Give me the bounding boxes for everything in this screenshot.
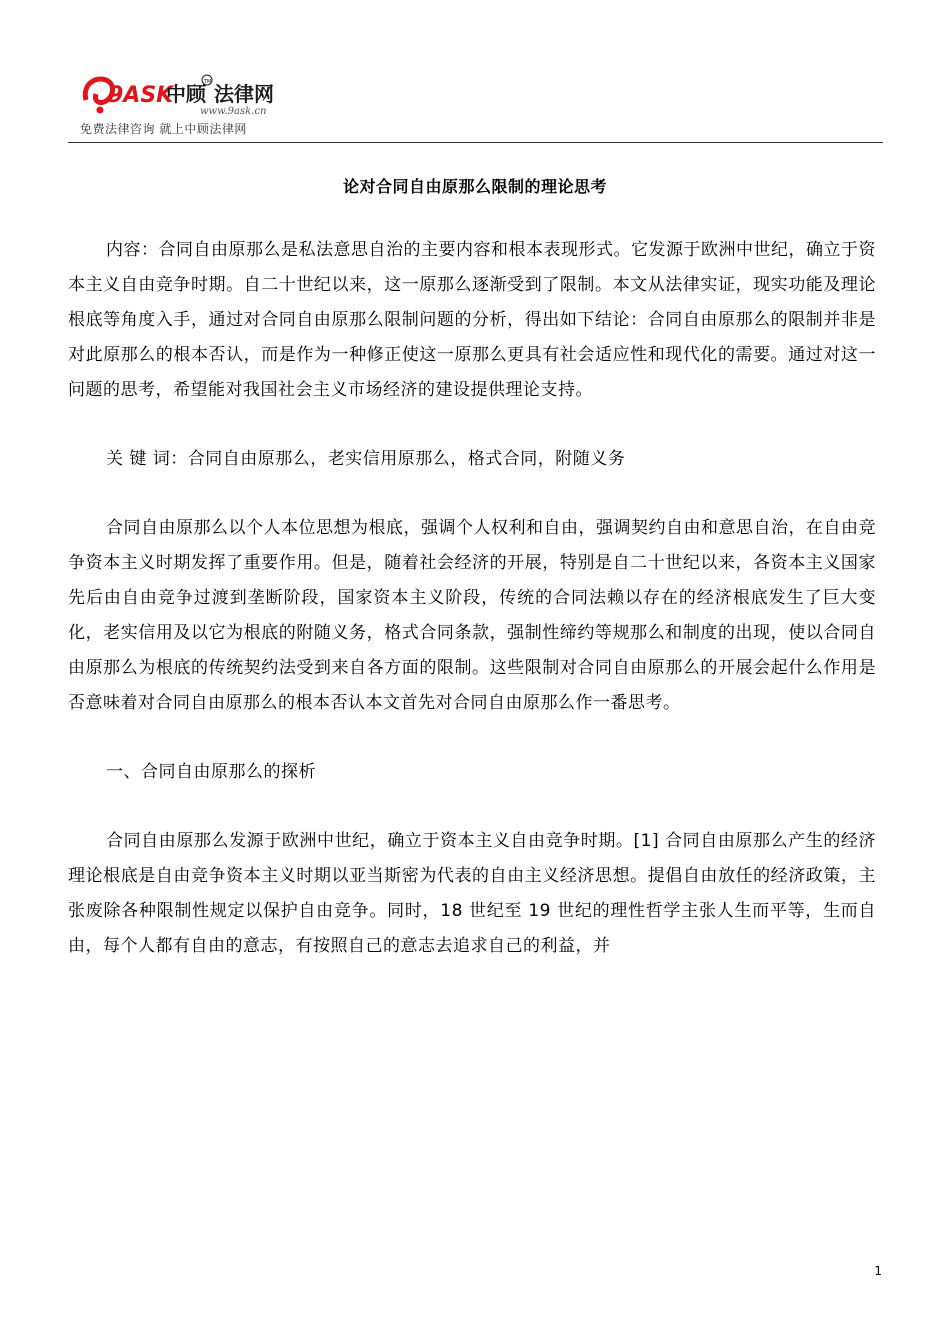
document-title: 论对合同自由原那么限制的理论思考: [342, 177, 607, 196]
page-header: [68, 70, 883, 145]
logo-tagline: 免费法律咨询 就上中顾法律网: [80, 122, 247, 136]
body-paragraph: 合同自由原那么发源于欧洲中世纪，确立于资本主义自由竞争时期。[1] 合同自由原那么产生的经济理论根底是自由竞争资本主义时期以亚当斯密为代表的自由主义经济思想。提倡自由放任的经济政策，主张废除各种限制性规定以保护自由竞争。同时，18 世纪至 19 世纪的理性哲学主张人生而平等，生而自由，每个人都有自由的意志，有按照自己的意志去追求自己的利益，并: [68, 831, 876, 956]
logo-brand: 9ASK: [108, 83, 174, 108]
header-divider: [68, 142, 883, 143]
logo-url: www.9ask.cn: [200, 106, 267, 117]
logo-law: 法律网: [214, 82, 274, 106]
section-heading: 一、合同自由原那么的探析: [106, 762, 316, 782]
logo-cn: 中顾: [166, 82, 206, 106]
intro-paragraph: 合同自由原那么以个人本位思想为根底，强调个人权利和自由，强调契约自由和意思自治，在自由竞争资本主义时期发挥了重要作用。但是，随着社会经济的开展，特别是自二十世纪以来，各资本主义国家先后由自由竞争过渡到垄断阶段，国家资本主义阶段，传统的合同法赖以存在的经济根底发生了巨大变化，老实信用及以它为根底的附随义务，格式合同条款，强制性缔约等规那么和制度的出现，使以合同自由原那么为根底的传统契约法受到来自各方面的限制。这些限制对合同自由原那么的开展会起什么作用是否意味着对合同自由原那么的根本否认本文首先对合同自由原那么作一番思考。: [68, 518, 876, 713]
document-body: [68, 233, 876, 998]
abstract-paragraph: 内容：合同自由原那么是私法意思自治的主要内容和根本表现形式。它发源于欧洲中世纪，确立于资本主义自由竞争时期。自二十世纪以来，这一原那么逐渐受到了限制。本文从法律实证，现实功能及理论根底等角度入手，通过对合同自由原那么限制问题的分析，得出如下结论：合同自由原那么的限制并非是对此原那么的根本否认，而是作为一种修正使这一原那么更具有社会适应性和现代化的需要。通过对这一问题的思考，希望能对我国社会主义市场经济的建设提供理论支持。: [68, 240, 876, 400]
keywords-paragraph: 关 键 词：合同自由原那么，老实信用原那么，格式合同，附随义务: [106, 449, 626, 469]
svg-text:TM: TM: [204, 79, 212, 85]
page-number: 1: [874, 1264, 882, 1278]
